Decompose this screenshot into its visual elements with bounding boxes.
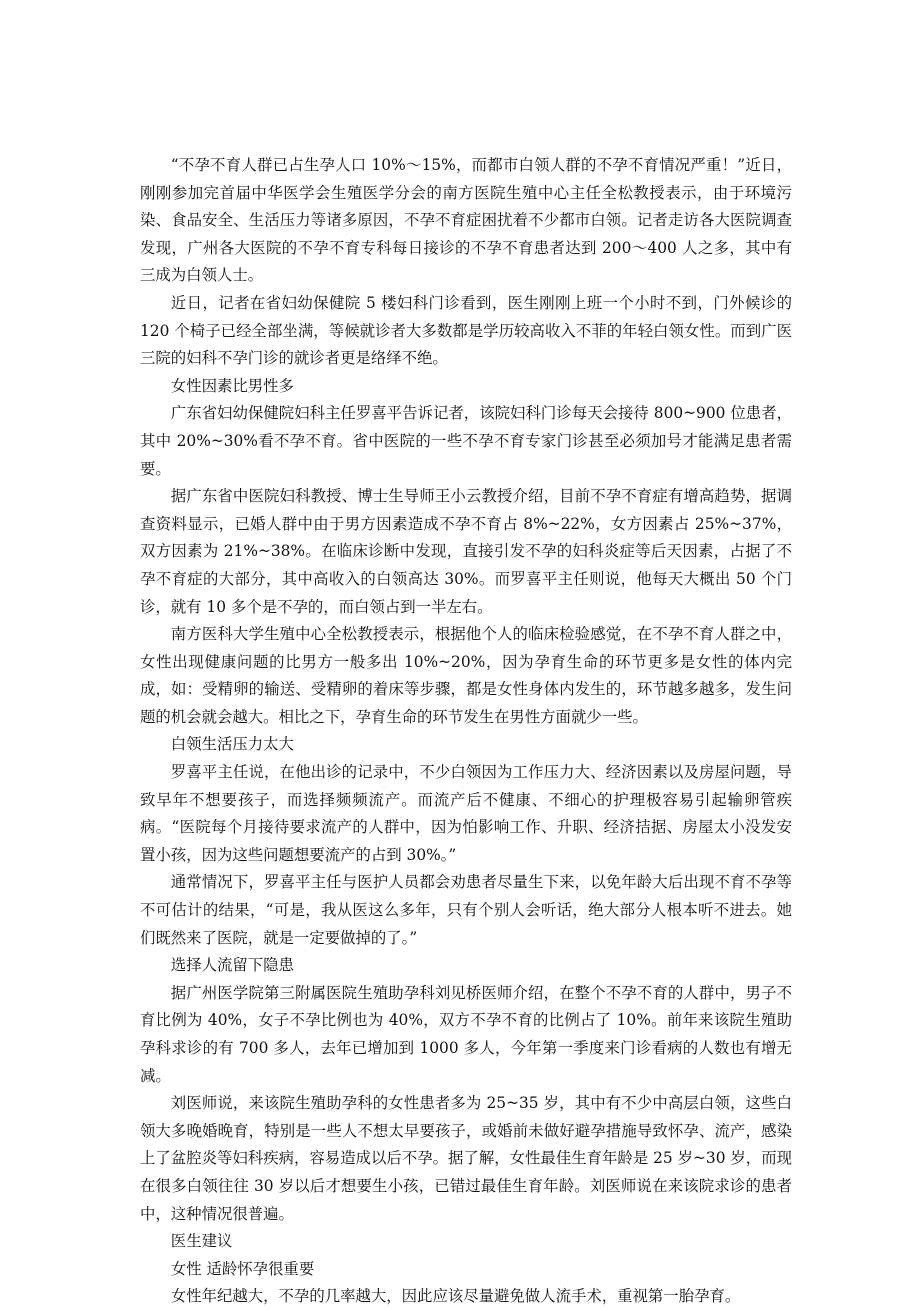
section-heading: 选择人流留下隐患 [170,956,294,975]
document-body [140,152,792,1311]
paragraph: 广东省妇幼保健院妇科主任罗喜平告诉记者，该院妇科门诊每天会接待 800~900 位患者，其中 20%~30%看不孕不育。省中医院的一些不孕不育专家门诊甚至必须加号才能满足患者需要。 [140,404,792,478]
paragraph: 刘医师说，来该院生殖助孕科的女性患者多为 25~35 岁，其中有不少中高层白领，这些白领大多晚婚晚育，特别是一些人不想太早要孩子，或婚前未做好避孕措施导致怀孕、流产，感染上了盆腔炎等妇科疾病，容易造成以后不孕。据了解，女性最佳生育年龄是 25 岁~30 岁，而现在很多白领往往 30 岁以后才想要生小孩，已错过最佳生育年龄。刘医师说在来该院求诊的患者中，这种情况很普遍。 [140,1094,792,1223]
paragraph: 近日，记者在省妇幼保健院 5 楼妇科门诊看到，医生刚刚上班一个小时不到，门外候诊的 120 个椅子已经全部坐满，等候就诊者大多数都是学历较高收入不菲的年轻白领女性。而到广医三院的妇科不孕门诊的就诊者更是络绎不绝。 [140,293,792,368]
paragraph: 南方医科大学生殖中心全松教授表示，根据他个人的临床检验感觉，在不孕不育人群之中，女性出现健康问题的比男方一般多出 10%~20%，因为孕育生命的环节更多是女性的体内完成，如：受精卵的输送、受精卵的着床等步骤，都是女性身体内发生的，环节越多越多，发生问题的机会就会越大。相比之下，孕育生命的环节发生在男性方面就少一些。 [140,625,792,726]
paragraph: 据广东省中医院妇科教授、博士生导师王小云教授介绍，目前不孕不育症有增高趋势，据调查资料显示，已婚人群中由于男方因素造成不孕不育占 8%~22%，女方因素占 25%~37%，双方因素为 21%~38%。在临床诊断中发现，直接引发不孕的妇科炎症等后天因素，占据了不孕不育症的大部分，其中高收入的白领高达 30%。而罗喜平主任则说，他每天大概出 50 个门诊，就有 10 多个是不孕的，而白领占到一半左右。 [140,487,792,616]
paragraph: 据广州医学院第三附属医院生殖助孕科刘见桥医师介绍，在整个不孕不育的人群中，男子不育比例为 40%，女子不孕比例也为 40%，双方不孕不育的比例占了 10%。前年来该院生殖助孕科求诊的有 700 多人，去年已增加到 1000 多人，今年第一季度来门诊看病的人数也有增无减。 [140,983,792,1085]
paragraph: 女性年纪越大，不孕的几率越大，因此应该尽量避免做人流手术，重视第一胎孕育。 [170,1287,741,1306]
section-heading: 女性 适龄怀孕很重要 [170,1259,315,1278]
section-heading: 医生建议 [170,1232,233,1251]
section-heading: 女性因素比男性多 [170,376,294,395]
paragraph: 通常情况下，罗喜平主任与医护人员都会劝患者尽量生下来，以免年龄大后出现不育不孕等不可估计的结果，“可是，我从医这么多年，只有个别人会听话，绝大部分人根本听不进去。她们既然来了医院，就是一定要做掉的了。” [140,873,792,947]
paragraph: “不孕不育人群已占生孕人口 10%～15%，而都市白领人群的不孕不育情况严重！”近日，刚刚参加完首届中华医学会生殖医学分会的南方医院生殖中心主任全松教授表示，由于环境污染、食品安全、生活压力等诸多原因，不孕不育症困扰着不少都市白领。记者走访各大医院调查发现，广州各大医院的不孕不育专科每日接诊的不孕不育患者达到 200～400 人之多，其中有三成为白领人士。 [140,156,792,285]
paragraph: 罗喜平主任说，在他出诊的记录中，不少白领因为工作压力大、经济因素以及房屋问题，导致早年不想要孩子，而选择频频流产。而流产后不健康、不细心的护理极容易引起输卵管疾病。“医院每个月接待要求流产的人群中，因为怕影响工作、升职、经济拮据、房屋太小没发安置小孩，因为这些问题想要流产的占到 30%。” [140,763,792,864]
section-heading: 白领生活压力太大 [170,735,294,754]
